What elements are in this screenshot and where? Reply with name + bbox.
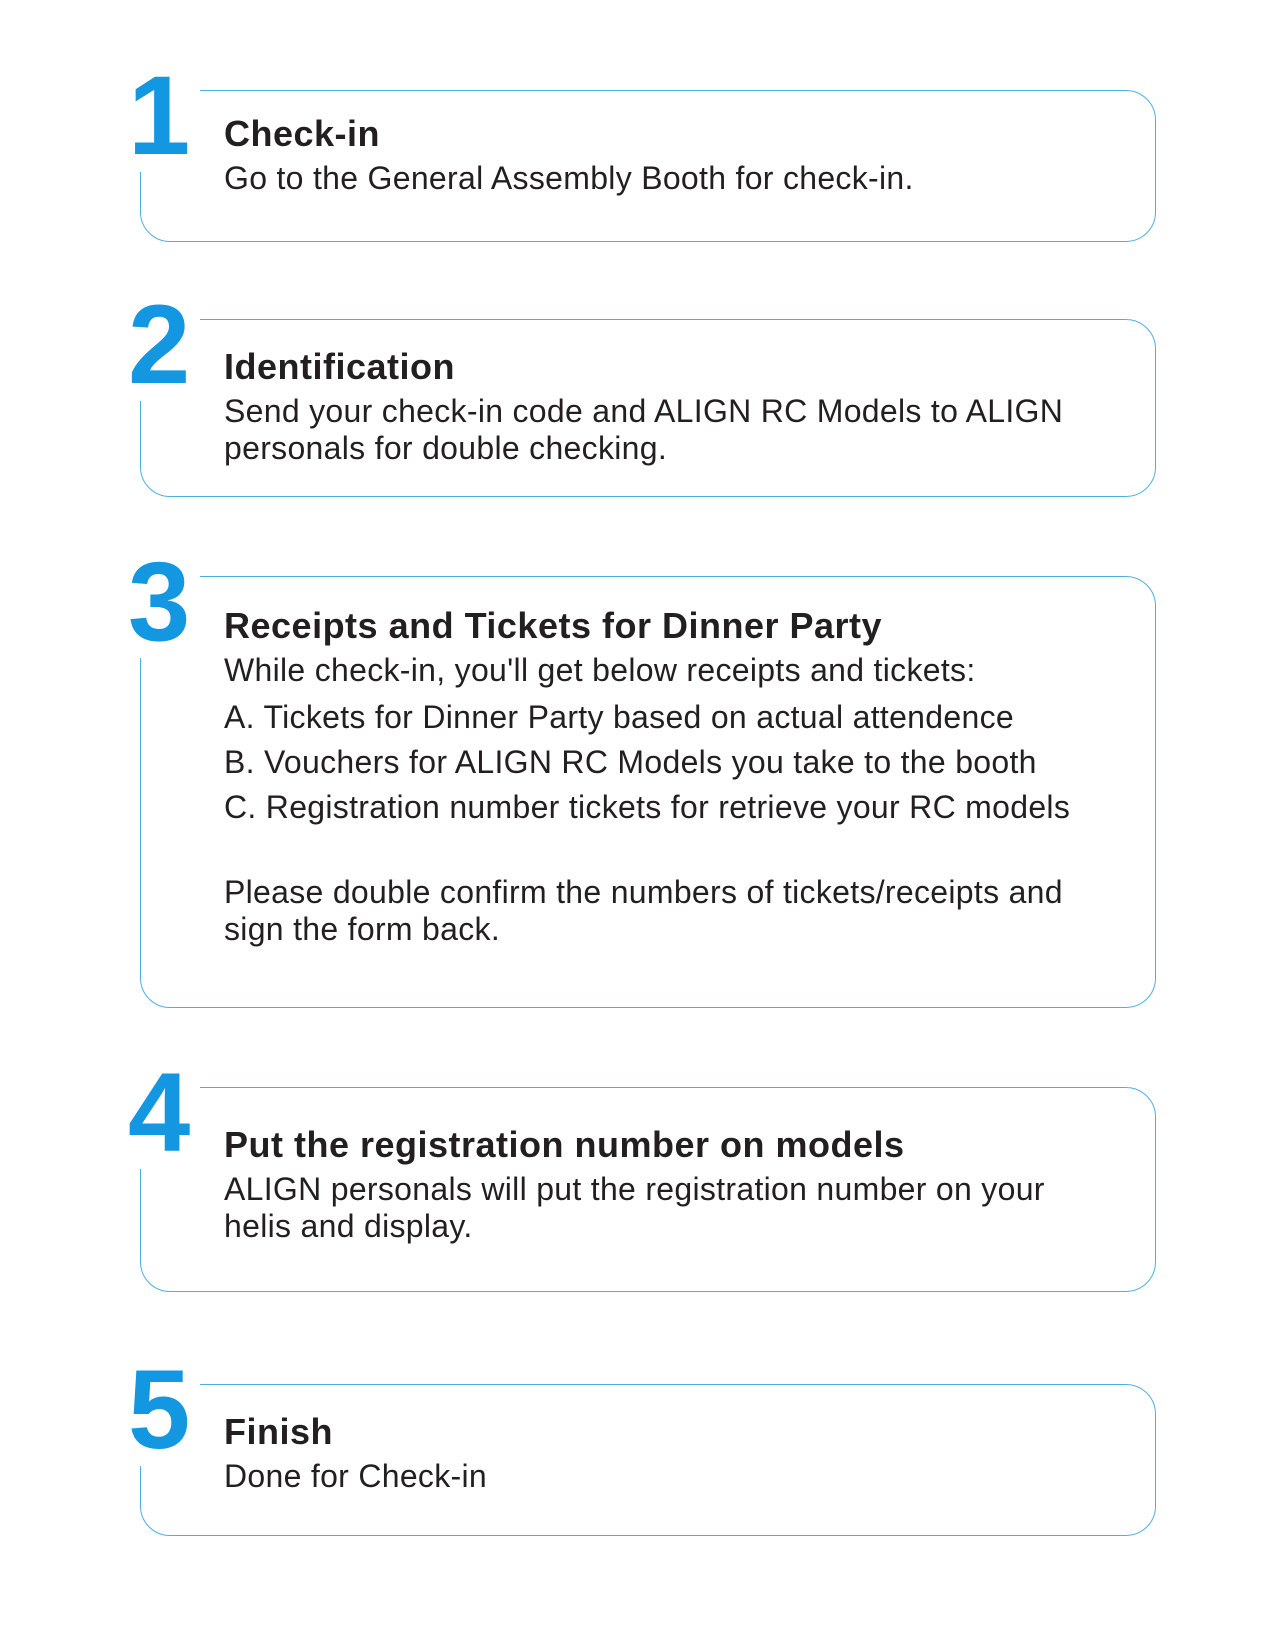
step-title: Identification xyxy=(224,346,455,387)
step-text: Send your check-in code and ALIGN RC Models to ALIGN personals for double checking. xyxy=(224,393,1064,466)
step-5 xyxy=(128,1347,1156,1536)
step-4 xyxy=(128,1050,1156,1292)
step-number: 3 xyxy=(122,546,200,658)
step-3 xyxy=(128,539,1156,1008)
step-title: Receipts and Tickets for Dinner Party xyxy=(224,605,883,646)
list-item: C. Registration number tickets for retrieve your RC models xyxy=(224,789,1071,825)
step-number: 4 xyxy=(122,1057,200,1169)
step-number: 2 xyxy=(122,289,200,401)
step-text: While check-in, you'll get below receipts and tickets: xyxy=(224,652,976,688)
step-title: Put the registration number on models xyxy=(224,1124,905,1165)
ticket-list xyxy=(224,695,1106,830)
step-number: 5 xyxy=(122,1354,200,1466)
step-title: Check-in xyxy=(224,113,381,154)
step-number: 1 xyxy=(122,60,200,172)
step-1 xyxy=(128,53,1156,242)
list-item: B. Vouchers for ALIGN RC Models you take to the booth xyxy=(224,744,1037,780)
step-text: Done for Check-in xyxy=(224,1458,487,1494)
step-title: Finish xyxy=(224,1411,333,1452)
list-item: A. Tickets for Dinner Party based on actual attendence xyxy=(224,699,1014,735)
step-note: Please double confirm the numbers of tickets/receipts and sign the form back. xyxy=(224,874,1063,947)
step-text: Go to the General Assembly Booth for check-in. xyxy=(224,160,914,196)
step-2 xyxy=(128,282,1156,497)
step-text: ALIGN personals will put the registration number on your helis and display. xyxy=(224,1171,1045,1244)
